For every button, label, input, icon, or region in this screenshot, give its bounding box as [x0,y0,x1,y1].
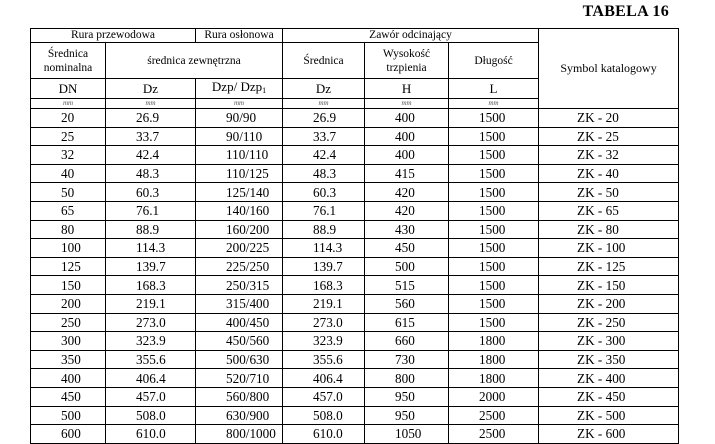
cell-dzp: 520/710 [196,369,283,388]
table-title: TABELA 16 [582,3,669,20]
cell-dz-valve: 76.1 [283,201,365,220]
header-length: Długość [449,43,539,79]
cell-h: 800 [365,369,449,388]
cell-dz-valve: 168.3 [283,276,365,295]
cell-catalog-symbol: ZK - 20 [539,109,679,128]
cell-h: 400 [365,146,449,165]
cell-h: 950 [365,406,449,425]
cell-dn: 20 [31,109,106,128]
cell-dz-valve: 610.0 [283,425,365,444]
cell-catalog-symbol: ZK - 200 [539,294,679,313]
table-row [31,220,679,239]
table-row [31,127,679,146]
cell-catalog-symbol: ZK - 350 [539,350,679,369]
cell-dz: 26.9 [106,109,196,128]
cell-l: 1500 [449,183,539,202]
cell-dz: 60.3 [106,183,196,202]
cell-dz-valve: 26.9 [283,109,365,128]
symbol-dz-valve: Dz [283,79,365,99]
cell-dn: 150 [31,276,106,295]
table-row [31,146,679,165]
cell-dzp: 315/400 [196,294,283,313]
cell-dz: 76.1 [106,201,196,220]
cell-dn: 200 [31,294,106,313]
cell-dz-valve: 88.9 [283,220,365,239]
cell-catalog-symbol: ZK - 300 [539,332,679,351]
table-row [31,313,679,332]
cell-h: 400 [365,127,449,146]
cell-dz-valve: 508.0 [283,406,365,425]
cell-h: 420 [365,183,449,202]
group-header-row [31,29,679,43]
cell-l: 1500 [449,109,539,128]
table-row [31,257,679,276]
table-row [31,164,679,183]
table-row [31,183,679,202]
header-nominal-diameter: Średnica nominalna [31,43,106,79]
cell-dzp: 500/630 [196,350,283,369]
table-row [31,332,679,351]
cell-catalog-symbol: ZK - 450 [539,387,679,406]
cell-dzp: 140/160 [196,201,283,220]
cell-dzp: 90/110 [196,127,283,146]
table-row [31,294,679,313]
cell-dz: 139.7 [106,257,196,276]
symbol-h: H [365,79,449,99]
cell-dz: 355.6 [106,350,196,369]
cell-dz-valve: 48.3 [283,164,365,183]
cell-dz: 610.0 [106,425,196,444]
cell-dz: 48.3 [106,164,196,183]
cell-l: 1500 [449,164,539,183]
symbol-dzp [196,79,283,99]
cell-dzp: 450/560 [196,332,283,351]
header-outer-diameter: średnica zewnętrzna [106,43,283,79]
specification-table [30,28,679,444]
cell-dz-valve: 114.3 [283,239,365,258]
cell-l: 1500 [449,257,539,276]
cell-dn: 450 [31,387,106,406]
cell-dzp: 125/140 [196,183,283,202]
cell-dzp: 160/200 [196,220,283,239]
cell-h: 560 [365,294,449,313]
table-header [31,29,679,109]
cell-h: 420 [365,201,449,220]
cell-dzp: 800/1000 [196,425,283,444]
symbol-dz: Dz [106,79,196,99]
cell-dn: 80 [31,220,106,239]
table-row [31,425,679,444]
cell-h: 430 [365,220,449,239]
header-catalog-symbol: Symbol katalogowy [539,29,679,109]
cell-catalog-symbol: ZK - 150 [539,276,679,295]
unit-dn: mm [31,99,106,109]
cell-l: 1500 [449,220,539,239]
cell-h: 515 [365,276,449,295]
table-row [31,350,679,369]
symbol-l: L [449,79,539,99]
cell-dz-valve: 42.4 [283,146,365,165]
cell-dz: 323.9 [106,332,196,351]
cell-l: 1500 [449,239,539,258]
cell-l: 1500 [449,313,539,332]
cell-catalog-symbol: ZK - 40 [539,164,679,183]
cell-dzp: 110/125 [196,164,283,183]
cell-dz: 273.0 [106,313,196,332]
cell-l: 2500 [449,406,539,425]
cell-dzp: 630/900 [196,406,283,425]
unit-dzp: mm [196,99,283,109]
cell-dn: 40 [31,164,106,183]
cell-dzp: 560/800 [196,387,283,406]
cell-dz-valve: 273.0 [283,313,365,332]
group-jacket: Rura osłonowa [196,29,283,43]
cell-dn: 25 [31,127,106,146]
unit-l: mm [449,99,539,109]
table-row [31,109,679,128]
cell-l: 2000 [449,387,539,406]
cell-catalog-symbol: ZK - 32 [539,146,679,165]
cell-catalog-symbol: ZK - 50 [539,183,679,202]
unit-h: mm [365,99,449,109]
cell-dz-valve: 139.7 [283,257,365,276]
table-body [31,109,679,444]
cell-dn: 50 [31,183,106,202]
cell-dz: 508.0 [106,406,196,425]
symbol-dzp-main: Dzp/ Dzp [211,79,263,94]
cell-l: 1500 [449,276,539,295]
cell-catalog-symbol: ZK - 250 [539,313,679,332]
cell-dzp: 110/110 [196,146,283,165]
cell-h: 400 [365,109,449,128]
cell-dn: 250 [31,313,106,332]
cell-dn: 100 [31,239,106,258]
cell-dz-valve: 457.0 [283,387,365,406]
cell-h: 450 [365,239,449,258]
cell-h: 950 [365,387,449,406]
cell-h: 1050 [365,425,449,444]
cell-dz-valve: 355.6 [283,350,365,369]
cell-h: 730 [365,350,449,369]
unit-dz-valve: mm [283,99,365,109]
table-row [31,276,679,295]
cell-catalog-symbol: ZK - 100 [539,239,679,258]
cell-h: 615 [365,313,449,332]
cell-dz: 42.4 [106,146,196,165]
cell-l: 2500 [449,425,539,444]
cell-l: 1800 [449,369,539,388]
cell-dzp: 225/250 [196,257,283,276]
cell-dz: 33.7 [106,127,196,146]
cell-dn: 300 [31,332,106,351]
header-valve-diameter: Średnica [283,43,365,79]
header-stem-height: Wysokość trzpienia [365,43,449,79]
symbol-dn: DN [31,79,106,99]
cell-dz: 457.0 [106,387,196,406]
cell-dz-valve: 406.4 [283,369,365,388]
table-row [31,239,679,258]
cell-dn: 600 [31,425,106,444]
symbol-dzp-subscript: 1 [262,86,267,95]
table-row [31,387,679,406]
cell-dz-valve: 33.7 [283,127,365,146]
cell-catalog-symbol: ZK - 400 [539,369,679,388]
cell-dz-valve: 323.9 [283,332,365,351]
cell-dzp: 250/315 [196,276,283,295]
group-valve: Zawór odcinający [283,29,539,43]
cell-dn: 500 [31,406,106,425]
cell-dn: 32 [31,146,106,165]
cell-l: 1500 [449,146,539,165]
table-row [31,201,679,220]
cell-l: 1500 [449,127,539,146]
cell-l: 1800 [449,332,539,351]
cell-catalog-symbol: ZK - 125 [539,257,679,276]
cell-dz: 114.3 [106,239,196,258]
cell-dzp: 400/450 [196,313,283,332]
cell-dz: 88.9 [106,220,196,239]
cell-dn: 65 [31,201,106,220]
table-row [31,406,679,425]
cell-dz: 406.4 [106,369,196,388]
cell-l: 1800 [449,350,539,369]
table-row [31,369,679,388]
cell-h: 500 [365,257,449,276]
cell-dz: 219.1 [106,294,196,313]
unit-dz: mm [106,99,196,109]
cell-catalog-symbol: ZK - 600 [539,425,679,444]
cell-dz-valve: 60.3 [283,183,365,202]
cell-dn: 125 [31,257,106,276]
cell-l: 1500 [449,294,539,313]
cell-catalog-symbol: ZK - 65 [539,201,679,220]
cell-dzp: 200/225 [196,239,283,258]
cell-h: 660 [365,332,449,351]
cell-l: 1500 [449,201,539,220]
cell-dn: 400 [31,369,106,388]
cell-dn: 350 [31,350,106,369]
cell-dzp: 90/90 [196,109,283,128]
cell-catalog-symbol: ZK - 80 [539,220,679,239]
cell-catalog-symbol: ZK - 500 [539,406,679,425]
cell-catalog-symbol: ZK - 25 [539,127,679,146]
cell-dz: 168.3 [106,276,196,295]
cell-dz-valve: 219.1 [283,294,365,313]
group-pipe: Rura przewodowa [31,29,196,43]
cell-h: 415 [365,164,449,183]
